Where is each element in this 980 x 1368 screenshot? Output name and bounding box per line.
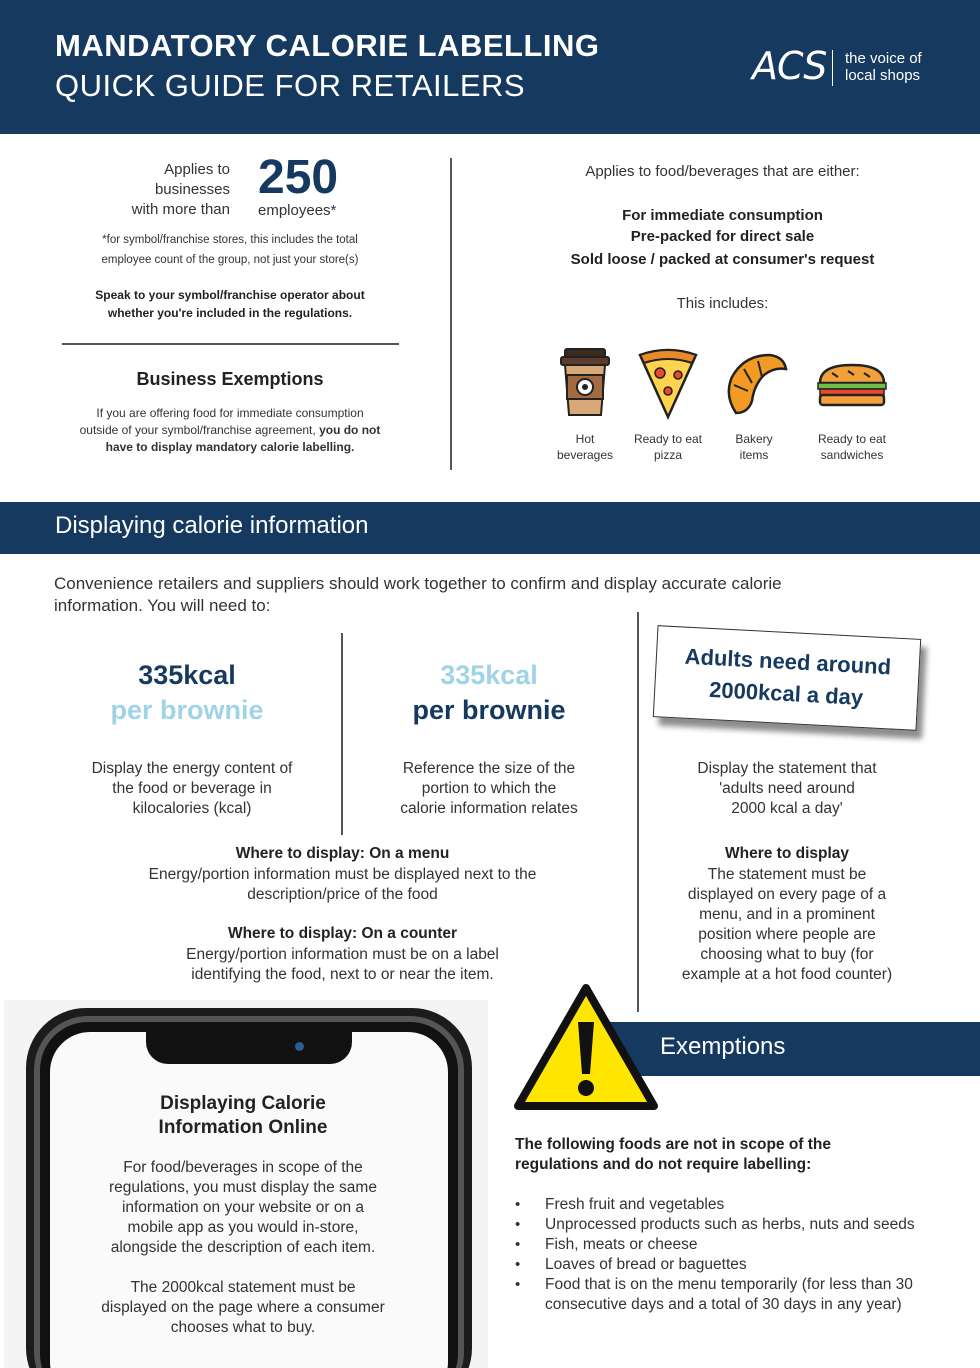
- business-exemptions-title: Business Exemptions: [136, 369, 324, 389]
- bizex-line-part: outside of your symbol/franchise agreement,: [79, 423, 320, 437]
- desc-line: 'adults need around: [719, 780, 855, 797]
- where-line: choosing what to buy (for: [700, 946, 874, 963]
- employee-unit: employees*: [258, 202, 337, 219]
- icon-label-line: Ready to eat: [817, 432, 887, 446]
- where-menu-text: [60, 865, 625, 905]
- intro-line: Convenience retailers and suppliers should work together to confirm and display accurate calorie: [54, 574, 782, 593]
- online-title: [70, 1092, 416, 1140]
- where-line: The statement must be: [707, 866, 867, 883]
- list-item: • Loaves of bread or baguettes: [515, 1255, 975, 1275]
- icon-label-line: Hot: [575, 432, 595, 446]
- icon-label: [802, 431, 902, 463]
- where-counter-text: [60, 945, 625, 985]
- desc-line: Display the statement that: [697, 760, 877, 777]
- bizex-emphasis: you do not: [319, 423, 381, 437]
- logo-tagline: [845, 50, 922, 84]
- list-item: • Fish, meats or cheese: [515, 1235, 975, 1255]
- kcal-value: 335kcal: [138, 660, 236, 690]
- section-intro: [54, 573, 954, 617]
- food-scope-item: Sold loose / packed at consumer's request: [570, 251, 875, 268]
- list-item: • Fresh fruit and vegetables: [515, 1195, 975, 1215]
- bizex-line: [36, 422, 424, 439]
- online-line: information on your website or on a: [121, 1199, 365, 1216]
- kcal-portion: per brownie: [110, 695, 264, 725]
- kcal-value: 335kcal: [440, 660, 538, 690]
- online-line: The 2000kcal statement must be: [130, 1279, 356, 1296]
- list-item: • Unprocessed products such as herbs, nuts and seeds: [515, 1215, 975, 1235]
- online-title-line: Information Online: [158, 1117, 328, 1138]
- online-text: [70, 1158, 416, 1258]
- where-line: Energy/portion information must be on a label: [186, 946, 499, 963]
- column-description: [62, 759, 322, 819]
- franchise-note-line: *for symbol/franchise stores, this includes the total: [102, 234, 358, 246]
- desc-line: kilocalories (kcal): [132, 800, 252, 817]
- online-line: regulations, you must display the same: [109, 1179, 377, 1196]
- divider: [62, 343, 399, 345]
- desc-line: Reference the size of the: [402, 760, 576, 777]
- intro-line: information. You will need to:: [54, 596, 271, 615]
- food-scope-item: Pre-packed for direct sale: [630, 228, 815, 245]
- ex-intro-line: regulations and do not require labelling:: [515, 1156, 812, 1173]
- icon-label: [618, 431, 718, 463]
- icon-label: [704, 431, 804, 463]
- phone-notch: [146, 1030, 352, 1064]
- where-line: displayed on every page of a: [687, 886, 887, 903]
- logo-tagline-line: the voice of: [845, 50, 922, 67]
- column-description: [364, 759, 614, 819]
- speak-line: whether you're included in the regulations.: [107, 306, 353, 320]
- vertical-divider: [450, 158, 452, 470]
- coffee-cup-icon: [545, 345, 625, 425]
- vertical-divider: [637, 612, 639, 1012]
- franchise-note-line: employee count of the group, not just your store(s): [101, 254, 359, 266]
- food-scope-item: For immediate consumption: [622, 207, 823, 224]
- exemptions-intro: [515, 1135, 955, 1175]
- online-line: alongside the description of each item.: [110, 1239, 376, 1256]
- applies-lead-line: with more than: [131, 201, 230, 218]
- icon-label-line: Ready to eat: [633, 432, 703, 446]
- list-item: • Food that is on the menu temporarily (for less than 30 consecutive days and a total of 30 days in any year): [515, 1275, 975, 1315]
- page-subtitle: QUICK GUIDE FOR RETAILERS: [55, 68, 526, 103]
- logo-tagline-line: local shops: [845, 67, 921, 84]
- speak-to-operator-note: [40, 286, 420, 322]
- sandwich-icon: [812, 345, 892, 425]
- croissant-icon: [714, 345, 794, 425]
- page-title: MANDATORY CALORIE LABELLING: [55, 28, 600, 63]
- where-line: menu, and in a prominent: [699, 906, 875, 923]
- applies-lead-line: Applies to: [164, 161, 230, 178]
- where-line: description/price of the food: [247, 886, 438, 903]
- warning-triangle-icon: [512, 982, 660, 1112]
- phone-camera-icon: [295, 1042, 304, 1051]
- business-exemptions-text: [36, 405, 424, 456]
- logo-divider: [832, 50, 833, 86]
- bizex-line: have to display mandatory calorie labelling.: [105, 440, 355, 454]
- icon-label-line: beverages: [556, 448, 614, 462]
- desc-line: portion to which the: [421, 780, 557, 797]
- desc-line: the food or beverage in: [112, 780, 272, 797]
- icon-label-line: items: [739, 448, 769, 462]
- icon-label-line: sandwiches: [820, 448, 884, 462]
- franchise-note: [40, 230, 420, 270]
- where-line: Energy/portion information must be displayed next to the: [148, 866, 537, 883]
- online-line: mobile app as you would in-store,: [127, 1219, 359, 1236]
- where-line: position where people are: [698, 926, 876, 943]
- card-line: 2000kcal a day: [708, 676, 864, 710]
- online-line: chooses what to buy.: [170, 1319, 316, 1336]
- vertical-divider: [341, 633, 343, 835]
- pizza-slice-icon: [628, 345, 708, 425]
- includes-label: This includes:: [676, 295, 769, 312]
- header-banner: [0, 0, 980, 134]
- applies-lead-line: businesses: [154, 181, 230, 198]
- kcal-portion: per brownie: [412, 695, 566, 725]
- online-title-line: Displaying Calorie: [160, 1093, 326, 1114]
- online-line: displayed on the page where a consumer: [101, 1299, 385, 1316]
- online-text: [70, 1278, 416, 1338]
- ex-intro-line: The following foods are not in scope of the: [515, 1136, 832, 1153]
- desc-line: 2000 kcal a day': [731, 800, 843, 817]
- where-display-text: [654, 865, 920, 985]
- desc-line: Display the energy content of: [91, 760, 293, 777]
- desc-line: calorie information relates: [400, 800, 578, 817]
- where-line: identifying the food, next to or near the item.: [191, 966, 494, 983]
- where-menu-title: Where to display: On a menu: [235, 845, 450, 862]
- exemptions-list: [515, 1195, 975, 1315]
- card-line: Adults need around: [684, 643, 892, 680]
- column-description: [654, 759, 920, 819]
- section-title: Displaying calorie information: [55, 512, 369, 539]
- icon-label-line: Bakery: [735, 432, 773, 446]
- bizex-line: If you are offering food for immediate consumption: [96, 406, 364, 420]
- speak-line: Speak to your symbol/franchise operator about: [95, 288, 365, 302]
- exemptions-title: Exemptions: [660, 1033, 786, 1060]
- where-counter-title: Where to display: On a counter: [227, 925, 458, 942]
- where-display-title: Where to display: [724, 845, 850, 862]
- online-line: For food/beverages in scope of the: [123, 1159, 363, 1176]
- icon-label-line: pizza: [653, 448, 682, 462]
- acs-logo: ACS: [752, 44, 827, 88]
- where-line: example at a hot food counter): [681, 966, 893, 983]
- food-scope-intro: Applies to food/beverages that are either:: [585, 163, 860, 180]
- applies-lead: [100, 160, 230, 220]
- employee-threshold-number: 250: [258, 151, 339, 204]
